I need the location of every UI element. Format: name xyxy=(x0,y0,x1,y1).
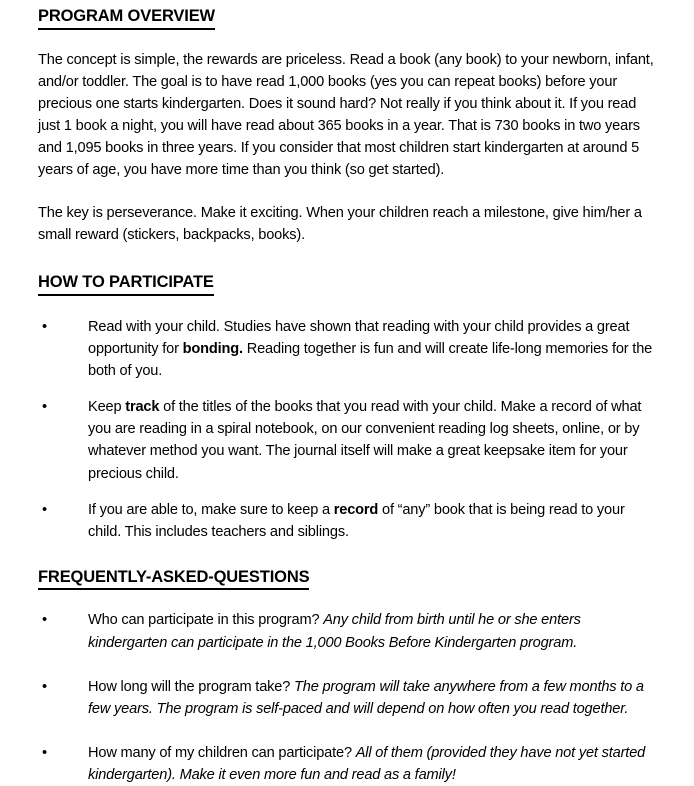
bullet-point-icon: • xyxy=(42,612,47,629)
bullet-point-icon: • xyxy=(42,501,47,518)
list-item-text: If you are able to, make sure to keep a record of “any” book that is being read to your child. This includes teachers and siblings. xyxy=(88,501,625,540)
section-faq xyxy=(38,543,660,591)
list-item-text: Keep track of the titles of the books that you read with your child. Make a record of what you are reading in a spiral notebook, on our convenient reading log sheets, online, or by whatever method you want. The journal itself will make a great keepsake item for your precious child. xyxy=(88,399,642,482)
list-item xyxy=(38,676,660,720)
section-overview xyxy=(38,0,660,30)
heading-frequently-asked-questions: FREQUENTLY-ASKED-QUESTIONS xyxy=(38,567,309,591)
bullet-point-icon: • xyxy=(42,319,47,335)
document-body xyxy=(38,0,660,786)
list-item-text: How long will the program take? The program will take anywhere from a few months to a few years. The program is self-paced and will depend on how often you read together. xyxy=(88,678,644,717)
bullet-point-icon: • xyxy=(42,678,47,695)
list-item-text: Read with your child. Studies have shown that reading with your child provides a great opportunity for bonding. Reading together is fun and will create life-long memories for the both of you. xyxy=(88,319,653,380)
heading-how-to-participate: HOW TO PARTICIPATE xyxy=(38,272,214,296)
overview-paragraph-key: The key is perseverance. Make it exciting. When your children reach a milestone, give him/her a small reward (stickers, backpacks, books). xyxy=(38,205,642,244)
list-item xyxy=(38,499,660,543)
section-how-to-participate xyxy=(38,246,660,296)
participate-bullet-list xyxy=(38,296,660,543)
list-item-text: How many of my children can participate? All of them (provided they have not yet started kindergarten). Make it even more fun and read as a family! xyxy=(88,744,646,783)
list-item-text: Who can participate in this program? Any child from birth until he or she enters kindergarten can participate in the 1,000 Books Before Kindergarten program. xyxy=(88,612,581,651)
bullet-point-icon: • xyxy=(42,744,47,761)
bullet-point-icon: • xyxy=(42,399,47,416)
list-item xyxy=(38,316,660,382)
page-title: PROGRAM OVERVIEW xyxy=(38,6,215,30)
list-item xyxy=(38,742,660,786)
list-item xyxy=(38,609,660,653)
list-item xyxy=(38,396,660,484)
faq-bullet-list xyxy=(38,590,660,786)
overview-paragraph-concept: The concept is simple, the rewards are priceless. Read a book (any book) to your newborn, infant, and/or toddler. The goal is to have read 1,000 books (yes you can repeat books) before your precious one starts kindergarten. Does it sound hard? Not really if you think about it. If you read just 1 book a night, you will have read about 365 books in a year. That is 730 books in two years and 1,095 books in three years. If you consider that most children start kindergarten at around 5 years of age, you have more time than you think (so get started). xyxy=(38,51,654,179)
